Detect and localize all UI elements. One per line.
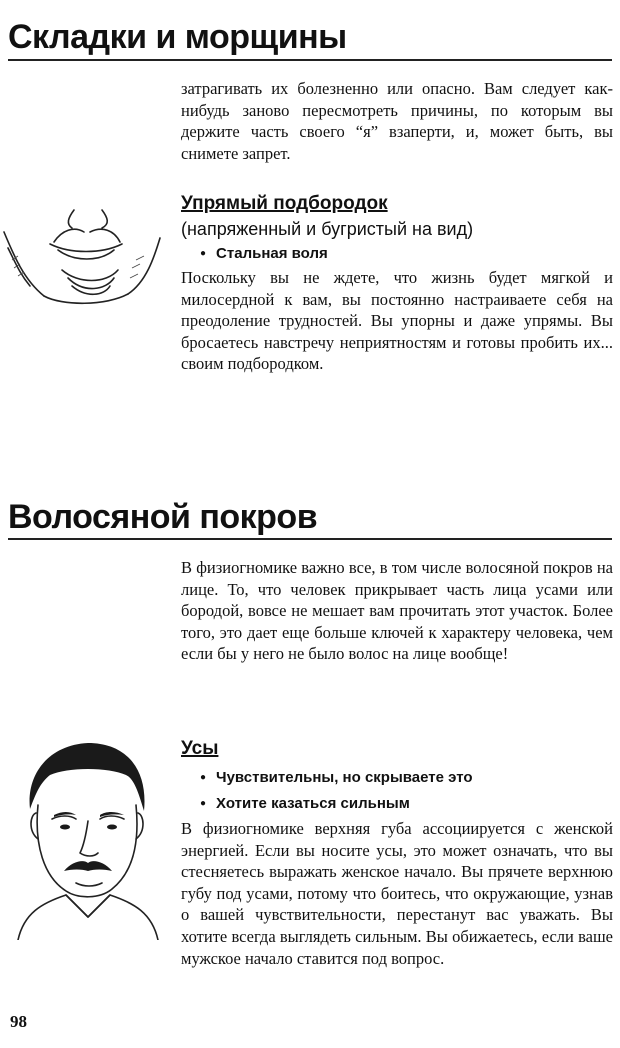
hair-intro-paragraph: В физиогномике важно все, в том числе волосяной покров на лице. То, что человек прикрывает часть лица усами или бородой, вовсе не мешает вам прочитать этот участок. Более того, это дает еще больше ключей к характеру человека, чем если бы у него не было волос на лице вообще!: [181, 558, 613, 664]
chin-bullet: ● Стальная воля: [200, 245, 328, 262]
chin-illustration: [2, 198, 172, 308]
mustache-bullet-2: ● Хотите казаться сильным: [200, 795, 410, 812]
title-rule-wrinkles: [8, 59, 612, 61]
section-title-wrinkles: Складки и морщины: [8, 18, 347, 56]
page-number: 98: [10, 1012, 27, 1031]
mustache-heading: Усы: [181, 738, 219, 759]
section-title-hair: Волосяной покров: [8, 498, 318, 536]
mustache-paragraph: В физиогномике верхняя губа ассоциируется с женской энергией. Если вы носите усы, это может означать, что вы стесняетесь выражать женское начало. Вы прячете верхнюю губу под усами, потому что боитесь, что окружающие, узнав о вашей чувствительности, перестанут вас уважать. Вы хотите всегда выглядеть сильным. Вы обижаетесь, если ваше мужское начало ставится под вопрос.: [181, 819, 613, 968]
title-rule-hair: [8, 538, 612, 540]
chin-subheading: (напряженный и бугристый на вид): [181, 219, 474, 239]
chin-paragraph: Поскольку вы не ждете, что жизнь будет мягкой и милосердной к вам, вы постоянно настраиваете себя на преодоление трудностей. Вы упорны и даже упрямы. Вы бросаетесь навстречу неприятностям и готовы пробить их... своим подбородком.: [181, 268, 613, 374]
wrinkles-intro-paragraph: затрагивать их болезненно или опасно. Вам следует как-нибудь заново пересмотреть причины, по которым вы держите часть своего “я” взаперти, и, может быть, вы снимете запрет.: [181, 79, 613, 163]
chin-heading: Упрямый подбородок: [181, 193, 388, 214]
mustache-bullet-1: ● Чувствительны, но скрываете это: [200, 769, 473, 786]
mustache-man-illustration: [8, 735, 168, 940]
